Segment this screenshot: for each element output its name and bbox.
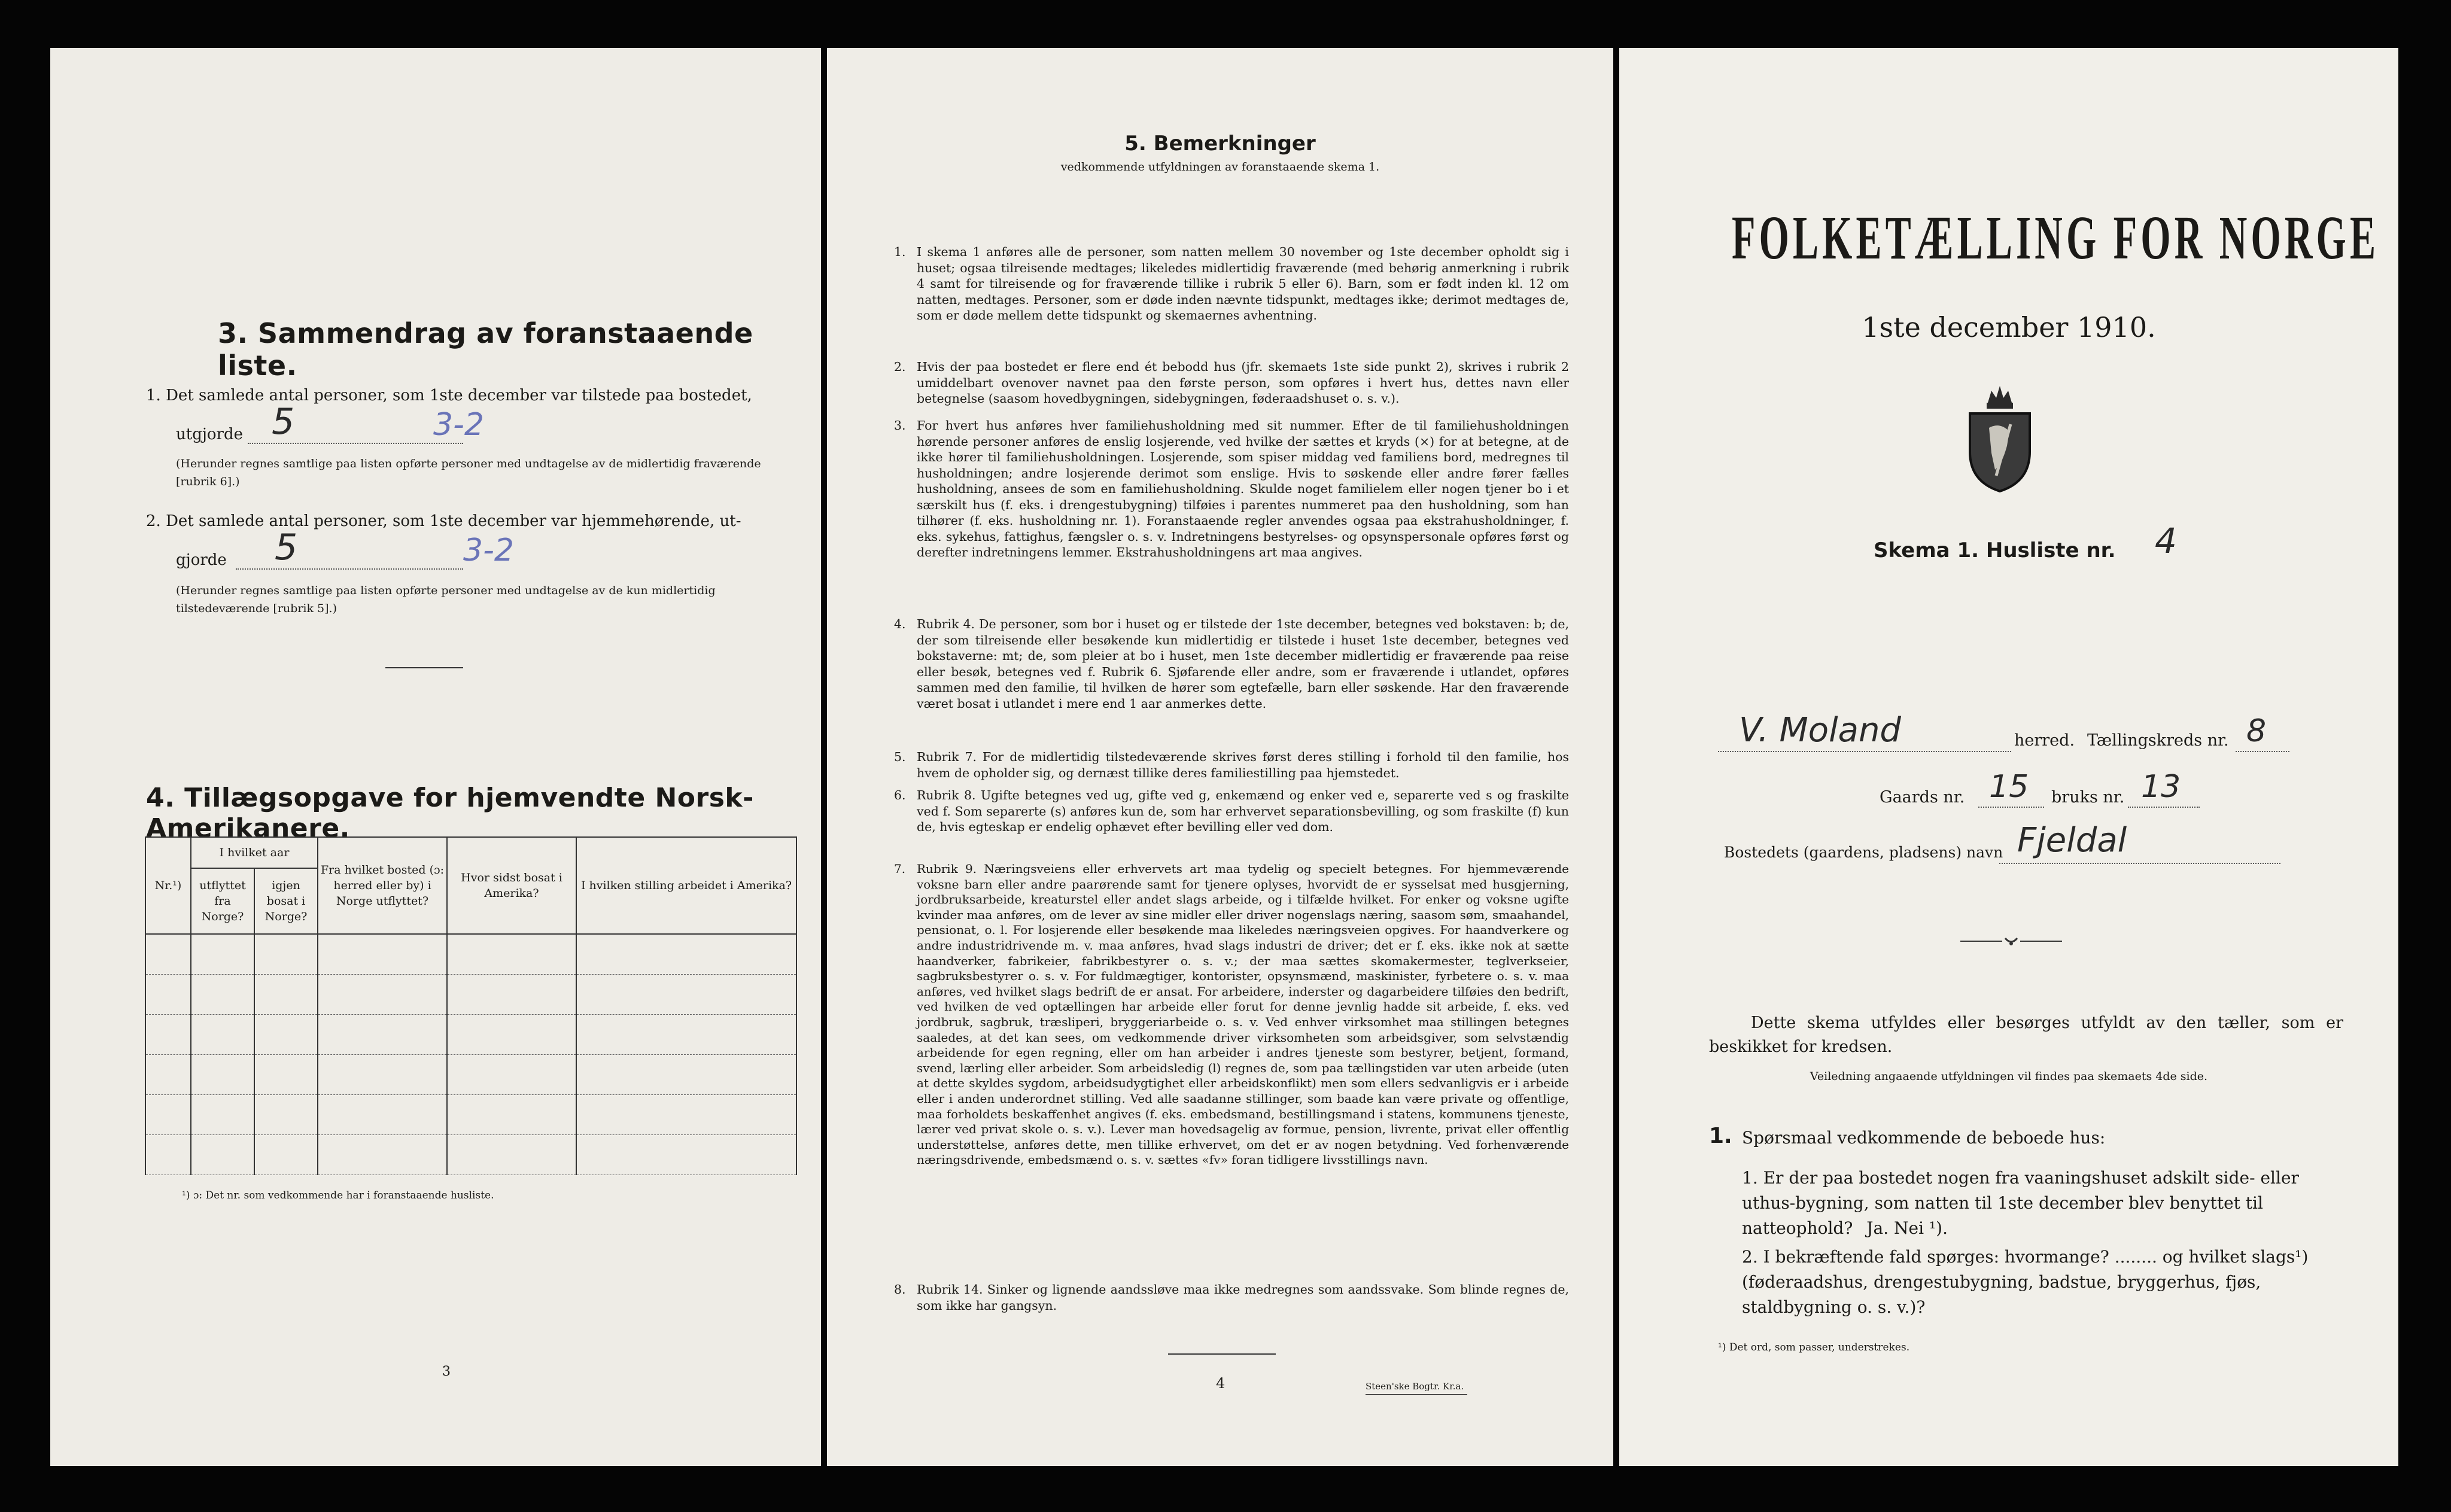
gaards-dotline — [1978, 807, 2044, 808]
remarks-subtitle: vedkommende utfyldningen av foranstaaende skema 1. — [1060, 160, 1380, 174]
instruction-note: Veiledning angaaende utfyldningen vil findes paa skemaets 4de side. — [1810, 1070, 2208, 1083]
remark-number: 5. — [894, 750, 906, 764]
gaards-label: Gaards nr. — [1880, 788, 1965, 807]
remark-item — [894, 244, 1569, 324]
divider — [1168, 1353, 1276, 1355]
remark-item — [894, 1282, 1569, 1313]
table-row — [145, 975, 796, 1015]
remarks-title: 5. Bemerkninger — [1124, 132, 1316, 156]
table-row — [145, 1135, 796, 1175]
remark-text: For hvert hus anføres hver familiehusholdning med sit nummer. Efter de til familiehusholdningen hørende personer anføres de enslig losjerende, ved hvilke der sættes et kryds (×) for at betegne, at de ikke hører til familiehusholdningen. Losjerende, som spiser middag ved familiens bord, medregnes til husholdningen; andre losjerende derimot som enslige. Hvis to søskende eller andre fører fælles husholdning, ansees de som en familiehusholdning. Skulde noget familielem eller nogen tjener bo i et særskilt hus (f. eks. i drengestubygning) tilføies i parentes nummeret paa den husholdning, som han tilhører (f. eks. husholdning nr. 1). Foranstaaende regler anvendes ogsaa paa ekstrahusholdninger, f. eks. sykehus, fattighus, fængsler o. s. v. Indretningens bestyrelses- og opsynspersonale opføres først og derefter indretningens lemmer. Ekstrahusholdningens art maa angives. — [917, 418, 1569, 559]
printer-mark: Steen'ske Bogtr. Kr.a. — [1366, 1381, 1464, 1392]
remark-item — [894, 359, 1569, 407]
bruks-label: bruks nr. — [2051, 788, 2125, 807]
left-page — [50, 48, 821, 1466]
remark-number: 7. — [894, 862, 906, 876]
divider — [1366, 1394, 1467, 1395]
husliste-nr: 4 — [2155, 521, 2177, 561]
remark-number: 2. — [894, 360, 906, 374]
table-row — [145, 1015, 796, 1055]
document-title: FOLKETÆLLING FOR NORGE — [1732, 203, 2380, 272]
col-returned: igjen bosat i Norge? — [254, 868, 318, 934]
q1-extra: 3-2 — [433, 407, 484, 443]
q-header: Spørsmaal vedkommende de beboede hus: — [1742, 1128, 2106, 1148]
page-number: 3 — [442, 1364, 451, 1379]
col-nr: Nr.¹) — [145, 837, 191, 934]
remark-text: I skema 1 anføres alle de personer, som natten mellem 30 november og 1ste december opholdt sig i huset; ogsaa tilreisende medtages; likeledes midlertidig fraværende (med behørig anmerkning i rubrik 4 samt for tilreisende og for fraværende tillike i rubrik 5 eller 6). Barn, som er født inden kl. 12 om natten, medtages. Personer, som er døde inden nævnte tidspunkt, medtages ikke; derimot medtages de, som er døde mellem dette tidspunkt og skemaernes avhentning. — [917, 245, 1569, 323]
middle-page — [827, 48, 1613, 1466]
remark-text: Hvis der paa bostedet er flere end ét bebodd hus (jfr. skemaets 1ste side punkt 2), skrives i rubrik 2 umiddelbart ovenover navnet paa den første person, som opføres i hvert hus, dettes navn eller betegnelse (saasom hovedbygningen, sidebygningen, føderaadshuset o. s. v.). — [917, 360, 1569, 406]
remark-item — [894, 749, 1569, 781]
remark-number: 8. — [894, 1282, 906, 1297]
remark-item — [894, 418, 1569, 561]
document-date: 1ste december 1910. — [1862, 311, 2156, 343]
col-emigrated: utflyttet fra Norge? — [191, 868, 254, 934]
q1-text: 1. Det samlede antal personer, som 1ste december var tilstede paa bostedet, — [146, 387, 752, 404]
table-footnote: ¹) ɔ: Det nr. som vedkommende har i foranstaaende husliste. — [182, 1189, 494, 1201]
herred-label: herred. — [2014, 731, 2075, 750]
divider — [385, 667, 463, 668]
skema-label: Skema 1. Husliste nr. — [1874, 539, 2116, 562]
table-row — [145, 1095, 796, 1135]
gaards-value: 15 — [1989, 769, 2029, 805]
question-2: 2. I bekræftende fald spørges: hvormange? ........ og hvilket slags¹) (føderaadshus, drengestubygning, badstue, bryggerhus, fjøs, staldbygning o. s. v.)? — [1742, 1247, 2309, 1317]
remark-number: 1. — [894, 245, 906, 259]
remark-text: Rubrik 14. Sinker og lignende aandssløve maa ikke medregnes som aandssvake. Som blinde regnes de, som ikke har gangsyn. — [917, 1282, 1569, 1313]
bosted-value: Fjeldal — [2017, 821, 2127, 860]
q1-label: utgjorde — [176, 425, 244, 443]
question-1 — [1742, 1166, 2340, 1241]
col-group-year: I hvilket aar — [191, 837, 318, 868]
bruks-value: 13 — [2141, 769, 2181, 805]
remark-number: 3. — [894, 418, 906, 433]
page-number: 4 — [1216, 1375, 1226, 1392]
section3-title: 3. Sammendrag av foranstaaende liste. — [218, 317, 753, 382]
remark-text: Rubrik 8. Ugifte betegnes ved ug, gifte ved g, enkemænd og enker ved e, separerte ved s og fraskilte ved f. Som separerte (s) anføres kun de, som har erhvervet separationsbevilling, og som fraskilte (f) kun de, hvis egteskap er endelig ophævet efter bevilling eller ved dom. — [917, 788, 1569, 834]
q2-value: 5 — [275, 527, 298, 568]
instruction-text: Dette skema utfyldes eller besørges utfyldt av den tæller, som er beskikket for kredsen. — [1709, 1014, 2343, 1056]
kreds-value: 8 — [2246, 713, 2267, 749]
q1-note: (Herunder regnes samtlige paa listen opførte personer med undtagelse av de midlertidig fraværende [rubrik 6].) — [176, 457, 761, 488]
section4-title: 4. Tillægsopgave for hjemvendte Norsk-Amerikanere. — [146, 783, 754, 844]
q1-dotline — [248, 443, 463, 444]
coat-of-arms-icon — [1963, 380, 2037, 494]
q2-text: 2. Det samlede antal personer, som 1ste december var hjemmehørende, ut- — [146, 512, 741, 530]
question-1-text: 1. Er der paa bostedet nogen fra vaaningshuset adskilt side- eller uthus-bygning, som natten til 1ste december blev benyttet til natteophold? — [1742, 1168, 2299, 1238]
remark-text: Rubrik 7. For de midlertidig tilstedeværende skrives først deres stilling i forhold til den familie, hos hvem de opholder sig, og dernæst tillike deres familiestilling paa hjemstedet. — [917, 750, 1569, 780]
q2-label: gjorde — [176, 551, 227, 569]
col-last-place: Hvor sidst bosat i Amerika? — [447, 837, 576, 934]
table-row — [145, 934, 796, 975]
q-header-num: 1. — [1709, 1124, 1732, 1148]
remark-item — [894, 616, 1569, 711]
norsk-amerikanere-table — [145, 836, 797, 1175]
bosted-label: Bostedets (gaardens, pladsens) navn — [1724, 844, 2003, 861]
remark-text: Rubrik 4. De personer, som bor i huset og er tilstede der 1ste december, betegnes ved bokstaven: b; de, der som tilreisende eller besøkende kun midlertidig er tilstede i huset 1ste december, betegnes ved bokstaverne: mt; de, som pleier at bo i huset, men 1ste december midlertidig er fraværende paa reise eller besøk, betegnes ved f. Rubrik 6. Sjøfarende eller andre, som er fraværende i utlandet, opføres sammen med den familie, til hvilken de hører som egtefælle, barn eller søskende. Har den fraværende været bosat i utlandet i mere end 1 aar anmerkes dette. — [917, 617, 1569, 711]
kreds-label: Tællingskreds nr. — [2087, 731, 2229, 750]
q2-extra: 3-2 — [463, 533, 514, 568]
remark-number: 6. — [894, 788, 906, 802]
question-1-answer: Ja. Nei ¹). — [1866, 1218, 1948, 1238]
bruks-dotline — [2128, 807, 2200, 808]
q2-note: (Herunder regnes samtlige paa listen opførte personer med undtagelse av de kun midlertidig tilstedeværende [rubrik 5].) — [176, 584, 716, 615]
ornament-divider-icon — [1960, 935, 2062, 948]
q1-value: 5 — [272, 401, 295, 443]
herred-value: V. Moland — [1739, 711, 1901, 750]
col-position: I hvilken stilling arbeidet i Amerika? — [576, 837, 796, 934]
table-row — [145, 1055, 796, 1095]
kreds-dotline — [2236, 751, 2289, 752]
bosted-dotline — [1999, 863, 2280, 864]
right-footnote: ¹) Det ord, som passer, understrekes. — [1718, 1341, 1910, 1353]
right-page — [1619, 48, 2398, 1466]
col-from-place: Fra hvilket bosted (ɔ: herred eller by) i Norge utflyttet? — [318, 837, 447, 934]
q2-dotline — [236, 568, 463, 570]
remark-number: 4. — [894, 617, 906, 631]
remark-item — [894, 787, 1569, 835]
remark-item — [894, 862, 1569, 1168]
remark-text: Rubrik 9. Næringsveiens eller erhvervets art maa tydelig og specielt betegnes. For hjemmeværende voksne barn eller andre paarørende samt for tjenere oplyses, hvorvidt de er sysselsat med husgjerning, jordbruksarbeide, kreaturstel eller andet slags arbeide, og i tilfælde hvilket. For enker og voksne ugifte kvinder maa anføres, om de lever av sine midler eller driver nogenslags næring, saasom søm, smaahandel, pensionat, o. l. For losjerende eller besøkende maa likeledes næringsveien opgives. For haandverkere og andre industridrivende m. v. maa anføres, hvad slags industri de driver; det er f. eks. ikke nok at sætte haandverker, fabrikeier, fabrikbestyrer o. s. v.; der maa sættes skomakermester, teglverkseier, sagbruksbestyrer o. s. v. For fuldmægtiger, kontorister, opsynsmænd, maskinister, fyrbetere o. s. v. maa anføres, ved hvilket slags bedrift de er ansat. For arbeidere, inderster og dagarbeidere tilføies den bedrift, ved hvilken de ved optællingen har arbeide eller forut for denne jevnlig hadde sit arbeide, f. eks. ved jordbruk, sagbruk, træsliperi, bryggeriarbeide o. s. v. Ved enhver virksomhet maa stillingen betegnes saaledes, at det kan sees, om vedkommende driver virksomheten som arbeidsgiver, som selvstændig arbeidende for egen regning, eller om han arbeider i andres tjeneste som bestyrer, betjent, formand, svend, lærling eller arbeider. Som arbeidsledig (l) regnes de, som paa tællingstiden var uten arbeide (uten at dette skyldes sygdom, arbeidsudygtighet eller arbeidskonflikt) men som ellers sedvanligvis er i arbeide eller i anden underordnet stilling. Ved alle saadanne stillinger, som baade kan være private og offentlige, maa forholdets beskaffenhet angives (f. eks. embedsmand, bestillingsmand i statens, kommunens tjeneste, lærer ved privat skole o. s. v.). Lever man hovedsagelig av formue, pension, livrente, privat eller offentlig understøttelse, anføres dette, men tillike erhvervet, om det er av nogen betydning. Ved forhenværende næringsdrivende, embedsmænd o. s. v. sættes «fv» foran tidligere livsstillings navn. — [917, 862, 1569, 1167]
herred-dotline — [1718, 751, 2011, 752]
